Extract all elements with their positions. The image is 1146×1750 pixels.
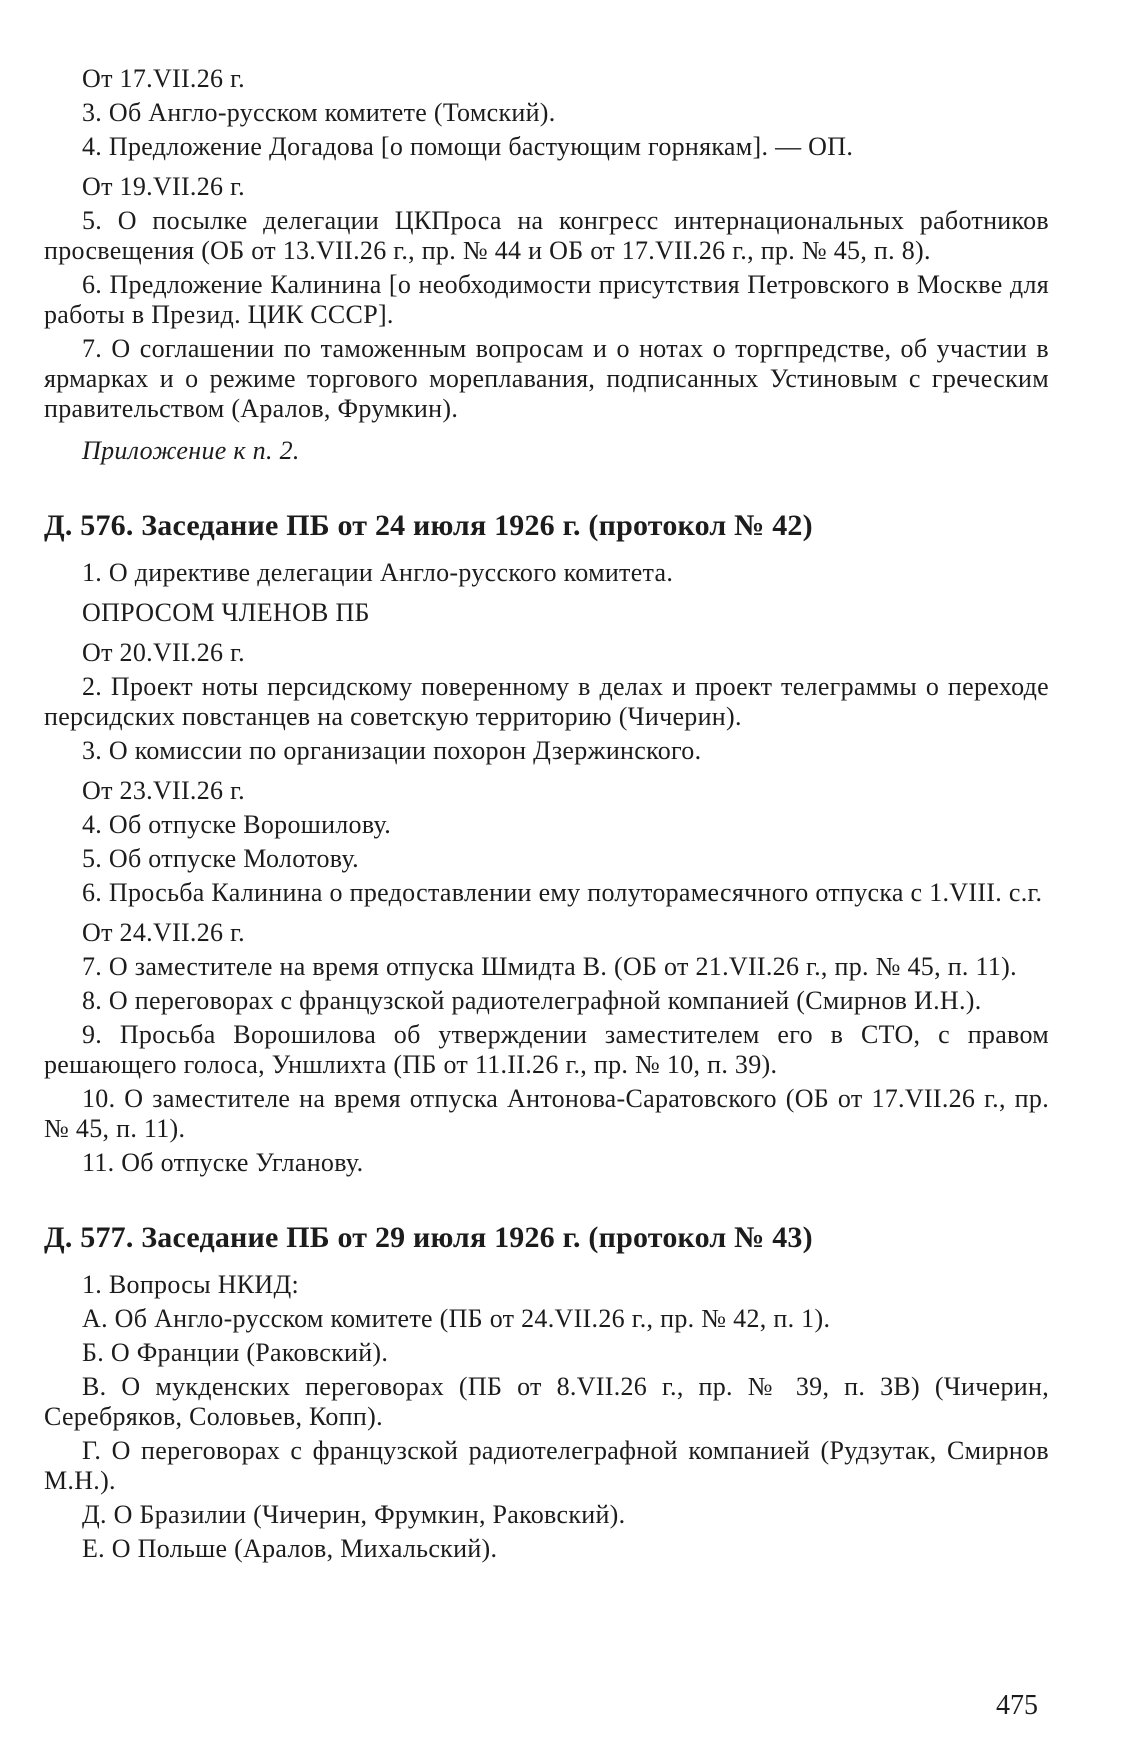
date-line: От 23.VII.26 г. [82,776,245,805]
agenda-subitem: Д. О Бразилии (Чичерин, Фрумкин, Раковский). [82,1500,626,1529]
date-line: От 20.VII.26 г. [82,638,245,667]
agenda-item: 5. О посылке делегации ЦКПроса на конгресс интернациональных работников просвещения (ОБ от 13.VII.26 г., пр. № 44 и ОБ от 17.VII.26 г., пр. № 45, п. 8). [44,206,1049,265]
page-number: 475 [996,1690,1038,1721]
document-page [44,64,1049,1568]
date-line: От 19.VII.26 г. [82,172,245,201]
agenda-item: 1. Вопросы НКИД: [82,1270,300,1299]
agenda-item: 11. Об отпуске Угланову. [82,1148,364,1177]
agenda-subitem: Б. О Франции (Раковский). [82,1338,389,1367]
date-line: От 17.VII.26 г. [82,64,245,93]
agenda-item: 2. Проект ноты персидскому поверенному в делах и проект телеграммы о переходе персидских повстанцев на советскую территорию (Чичерин). [44,672,1049,731]
agenda-subitem: В. О мукденских переговорах (ПБ от 8.VII.26 г., пр. № 39, п. 3В) (Чичерин, Серебряков, Соловьев, Копп). [44,1372,1049,1431]
date-line: От 24.VII.26 г. [82,918,245,947]
agenda-item: 7. О заместителе на время отпуска Шмидта В. (ОБ от 21.VII.26 г., пр. № 45, п. 11). [82,952,1017,981]
agenda-item: 3. О комиссии по организации похорон Дзержинского. [82,736,702,765]
section-heading: Д. 576. Заседание ПБ от 24 июля 1926 г. (протокол № 42) [44,509,813,542]
appendix-note: Приложение к п. 2. [82,436,300,465]
agenda-subitem: А. Об Англо-русском комитете (ПБ от 24.VII.26 г., пр. № 42, п. 1). [82,1304,831,1333]
agenda-item: 4. Предложение Догадова [о помощи бастующим горнякам]. — ОП. [82,132,854,161]
agenda-subitem: Е. О Польше (Аралов, Михальский). [82,1534,498,1563]
section-heading: Д. 577. Заседание ПБ от 29 июля 1926 г. (протокол № 43) [44,1221,813,1254]
agenda-item: 9. Просьба Ворошилова об утверждении заместителем его в СТО, с правом решающего голоса, Уншлихта (ПБ от 11.II.26 г., пр. № 10, п. 39). [44,1020,1049,1079]
agenda-item: 1. О директиве делегации Англо-русского комитета. [82,558,674,587]
agenda-item: 7. О соглашении по таможенным вопросам и о нотах о торгпредстве, об участии в ярмарках и о режиме торгового мореплавания, подписанных Устиновым с греческим правительством (Аралов, Фрумкин). [44,334,1049,423]
agenda-item: 6. Предложение Калинина [о необходимости присутствия Петровского в Москве для работы в Презид. ЦИК СССР]. [44,270,1049,329]
section-576 [44,508,1049,1178]
agenda-item: 6. Просьба Калинина о предоставлении ему полуторамесячного отпуска с 1.VIII. с.г. [82,878,1043,907]
section-577 [44,1220,1049,1564]
block-previous-protocol [44,64,1049,466]
agenda-subitem: Г. О переговорах с французской радиотелеграфной компанией (Рудзутак, Смирнов М.Н.). [44,1436,1049,1495]
agenda-item: 8. О переговорах с французской радиотелеграфной компанией (Смирнов И.Н.). [82,986,982,1015]
poll-label: ОПРОСОМ ЧЛЕНОВ ПБ [82,598,370,627]
agenda-item: 3. Об Англо-русском комитете (Томский). [82,98,556,127]
agenda-item: 4. Об отпуске Ворошилову. [82,810,392,839]
agenda-item: 5. Об отпуске Молотову. [82,844,359,873]
agenda-item: 10. О заместителе на время отпуска Антонова-Саратовского (ОБ от 17.VII.26 г., пр. № 45, п. 11). [44,1084,1049,1143]
